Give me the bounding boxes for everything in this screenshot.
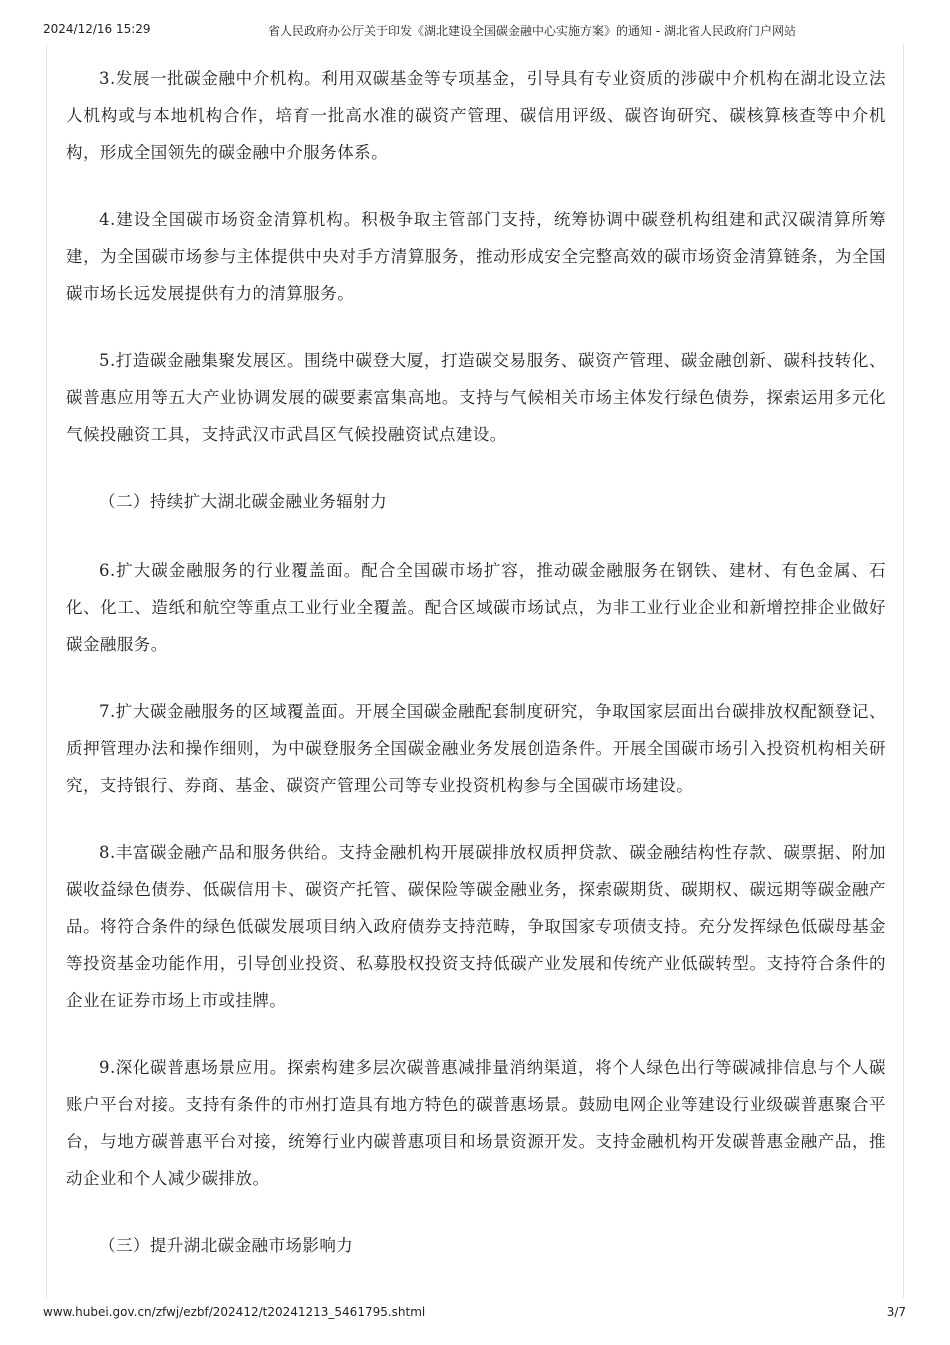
paragraph-item-3: 3.发展一批碳金融中介机构。利用双碳基金等专项基金，引导具有专业资质的涉碳中介机构在湖北设立法人机构或与本地机构合作，培育一批高水准的碳资产管理、碳信用评级、碳咨询研究、碳核算核查等中介机构，形成全国领先的碳金融中介服务体系。 <box>66 69 886 162</box>
paragraph-item-6: 6.扩大碳金融服务的行业覆盖面。配合全国碳市场扩容，推动碳金融服务在钢铁、建材、有色金属、石化、化工、造纸和航空等重点工业行业全覆盖。配合区域碳市场试点，为非工业行业企业和新增控排企业做好碳金融服务。 <box>66 561 886 654</box>
paragraph-item-7: 7.扩大碳金融服务的区域覆盖面。开展全国碳金融配套制度研究，争取国家层面出台碳排放权配额登记、质押管理办法和操作细则，为中碳登服务全国碳金融业务发展创造条件。开展全国碳市场引入投资机构相关研究，支持银行、券商、基金、碳资产管理公司等专业投资机构参与全国碳市场建设。 <box>66 702 886 795</box>
print-datetime: 2024/12/16 15:29 <box>43 22 151 36</box>
paragraph-item-8: 8.丰富碳金融产品和服务供给。支持金融机构开展碳排放权质押贷款、碳金融结构性存款、碳票据、附加碳收益绿色债券、低碳信用卡、碳资产托管、碳保险等碳金融业务，探索碳期货、碳期权、碳远期等碳金融产品。将符合条件的绿色低碳发展项目纳入政府债券支持范畴，争取国家专项债支持。充分发挥绿色低碳母基金等投资基金功能作用，引导创业投资、私募股权投资支持低碳产业发展和传统产业低碳转型。支持符合条件的企业在证券市场上市或挂牌。 <box>66 843 886 1010</box>
paragraph-item-4: 4.建设全国碳市场资金清算机构。积极争取主管部门支持，统筹协调中碳登机构组建和武汉碳清算所筹建，为全国碳市场参与主体提供中央对手方清算服务，推动形成安全完整高效的碳市场资金清算链条，为全国碳市场长远发展提供有力的清算服务。 <box>66 210 886 303</box>
section-heading-3: （三）提升湖北碳金融市场影响力 <box>99 1236 354 1255</box>
article-body <box>66 60 886 1296</box>
page-url: www.hubei.gov.cn/zfwj/ezbf/202412/t20241213_5461795.shtml <box>43 1305 426 1319</box>
section-heading-2: （二）持续扩大湖北碳金融业务辐射力 <box>99 492 388 511</box>
print-header <box>0 22 950 42</box>
paragraph-item-5: 5.打造碳金融集聚发展区。围绕中碳登大厦，打造碳交易服务、碳资产管理、碳金融创新、碳科技转化、碳普惠应用等五大产业协调发展的碳要素富集高地。支持与气候相关市场主体发行绿色债券，探索运用多元化气候投融资工具，支持武汉市武昌区气候投融资试点建设。 <box>66 351 886 444</box>
paragraph-item-9: 9.深化碳普惠场景应用。探索构建多层次碳普惠减排量消纳渠道，将个人绿色出行等碳减排信息与个人碳账户平台对接。支持有条件的市州打造具有地方特色的碳普惠场景。鼓励电网企业等建设行业级碳普惠聚合平台，与地方碳普惠平台对接，统筹行业内碳普惠项目和场景资源开发。支持金融机构开发碳普惠金融产品，推动企业和个人减少碳排放。 <box>66 1058 886 1188</box>
page-number: 3/7 <box>886 1305 906 1319</box>
print-footer <box>0 1305 950 1325</box>
page-title: 省人民政府办公厅关于印发《湖北建设全国碳金融中心实施方案》的通知 - 湖北省人民政府门户网站 <box>268 24 796 38</box>
